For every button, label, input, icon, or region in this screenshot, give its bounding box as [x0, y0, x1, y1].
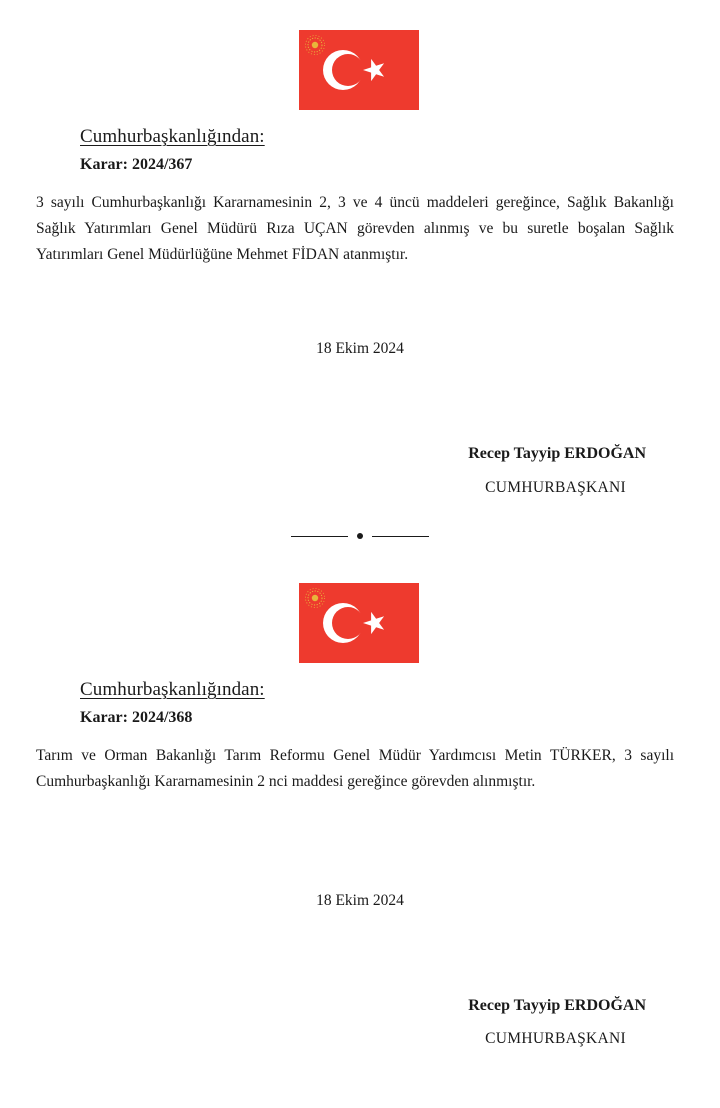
signatory-title: CUMHURBAŞKANI: [485, 479, 626, 496]
turkish-flag-icon: [299, 583, 419, 663]
signatory-name: Recep Tayyip ERDOĞAN: [468, 997, 646, 1014]
decision-number: Karar: 2024/368: [80, 709, 193, 726]
decree-date: 18 Ekim 2024: [316, 340, 404, 357]
issuer-heading: Cumhurbaşkanlığından:: [80, 126, 265, 147]
signatory-title: CUMHURBAŞKANI: [485, 1030, 626, 1047]
decree-date: 18 Ekim 2024: [316, 892, 404, 909]
decision-number: Karar: 2024/367: [80, 156, 193, 173]
decree-body: Tarım ve Orman Bakanlığı Tarım Reformu Genel Müdür Yardımcısı Metin TÜRKER, 3 sayılı Cumhurbaşkanlığı Kararnamesinin 2 nci maddesi gereğince görevden alınmıştır.: [36, 747, 674, 790]
decree-body: 3 sayılı Cumhurbaşkanlığı Kararnamesinin 2, 3 ve 4 üncü maddeleri gereğince, Sağlık Bakanlığı Sağlık Yatırımları Genel Müdürü Rıza UÇAN görevden alınmış ve bu suretle boşalan Sağlık Yatırımları Genel Müdürlüğüne Mehmet FİDAN atanmıştır.: [36, 194, 674, 263]
issuer-heading: Cumhurbaşkanlığından:: [80, 679, 265, 700]
signatory-name: Recep Tayyip ERDOĞAN: [468, 445, 646, 462]
